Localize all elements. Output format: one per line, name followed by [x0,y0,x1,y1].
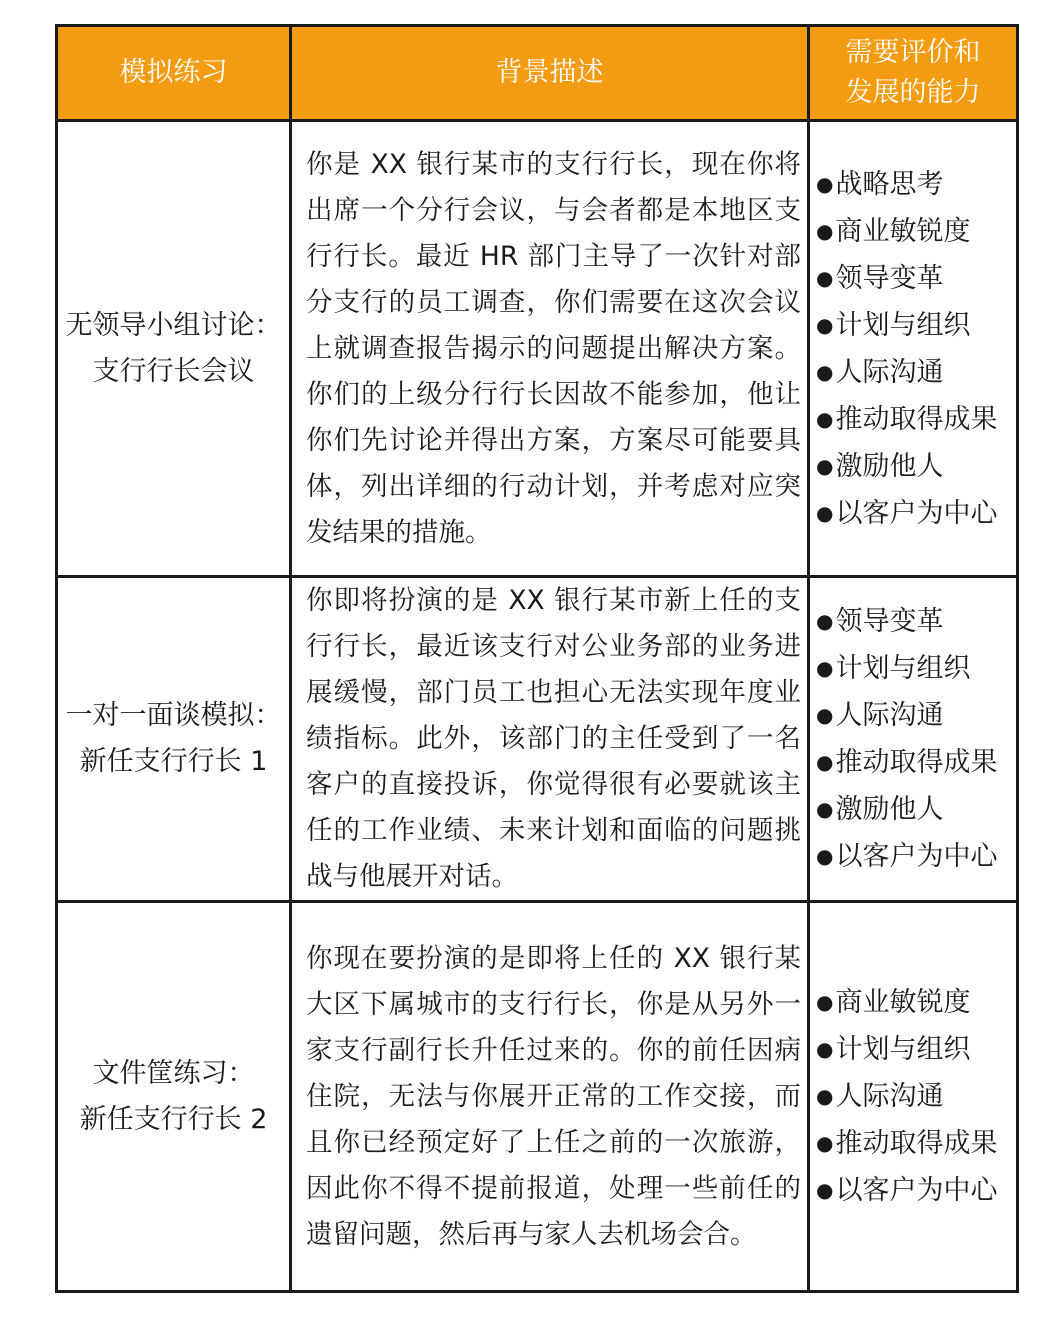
capability-item: ● 推动取得成果 [816,396,1014,443]
header-exercise: 模拟练习 [57,26,291,121]
capability-list-cell [809,577,1018,902]
exercise-name-line2: 新任支行行长 2 [79,1103,268,1135]
capability-item: ● 以客户为中心 [816,490,1014,537]
capability-item: ● 人际沟通 [816,692,1014,739]
capability-item: ● 计划与组织 [816,645,1014,692]
capability-item: ● 推动取得成果 [816,739,1014,786]
capability-item: ● 激励他人 [816,786,1014,833]
exercise-name-line1: 文件筐练习： [92,1057,255,1089]
capability-item: ● 计划与组织 [816,1026,1014,1073]
capability-item: ● 人际沟通 [816,1073,1014,1120]
exercise-name-line2: 支行行长会议 [92,355,255,387]
capability-list [816,161,1014,537]
capability-item: ● 以客户为中心 [816,1167,1014,1214]
capability-list-cell [809,902,1018,1292]
exercise-name-line1: 一对一面谈模拟： [65,700,282,731]
capability-item: ● 以客户为中心 [816,833,1014,880]
exercise-name-line2: 新任支行行长 1 [79,746,268,777]
table-row [57,902,1018,1292]
background-description: 你即将扮演的是 XX 银行某市新上任的支行行长，最近该支行对公业务部的业务进展缓慢，部门员工也担心无法实现年度业绩指标。此外，该部门的主任受到了一名客户的直接投诉，你觉得很有必要就该主任的工作业绩、未来计划和面临的问题挑战与他展开对话。 [291,577,809,902]
header-row [57,26,1018,121]
background-description: 你现在要扮演的是即将上任的 XX 银行某大区下属城市的支行行长，你是从另外一家支行副行长升任过来的。你的前任因病住院，无法与你展开正常的工作交接，而且你已经预定好了上任之前的一次旅游，因此你不得不提前报道，处理一些前任的遗留问题，然后再与家人去机场会合。 [291,902,809,1292]
capability-item: ● 领导变革 [816,598,1014,645]
capability-item: ● 战略思考 [816,161,1014,208]
table-row [57,577,1018,902]
capability-item: ● 商业敏锐度 [816,208,1014,255]
exercise-name [57,121,291,577]
assessment-table [55,24,1019,1293]
exercise-name [57,902,291,1292]
capability-item: ● 推动取得成果 [816,1120,1014,1167]
header-capabilities-line2: 发展的能力 [845,77,981,108]
capability-list [816,979,1014,1214]
exercise-name-line1: 无领导小组讨论： [65,309,282,341]
table-row [57,121,1018,577]
capability-list [816,598,1014,880]
capability-item: ● 激励他人 [816,443,1014,490]
capability-item: ● 计划与组织 [816,302,1014,349]
header-background: 背景描述 [291,26,809,121]
exercise-name [57,577,291,902]
background-description: 你是 XX 银行某市的支行行长，现在你将出席一个分行会议，与会者都是本地区支行行长。最近 HR 部门主导了一次针对部分支行的员工调查，你们需要在这次会议上就调查报告揭示的问题提出解决方案。你们的上级分行行长因故不能参加，他让你们先讨论并得出方案，方案尽可能要具体，列出详细的行动计划，并考虑对应突发结果的措施。 [291,121,809,577]
header-capabilities [809,26,1018,121]
capability-item: ● 人际沟通 [816,349,1014,396]
header-capabilities-line1: 需要评价和 [845,37,981,68]
capability-list-cell [809,121,1018,577]
capability-item: ● 领导变革 [816,255,1014,302]
capability-item: ● 商业敏锐度 [816,979,1014,1026]
